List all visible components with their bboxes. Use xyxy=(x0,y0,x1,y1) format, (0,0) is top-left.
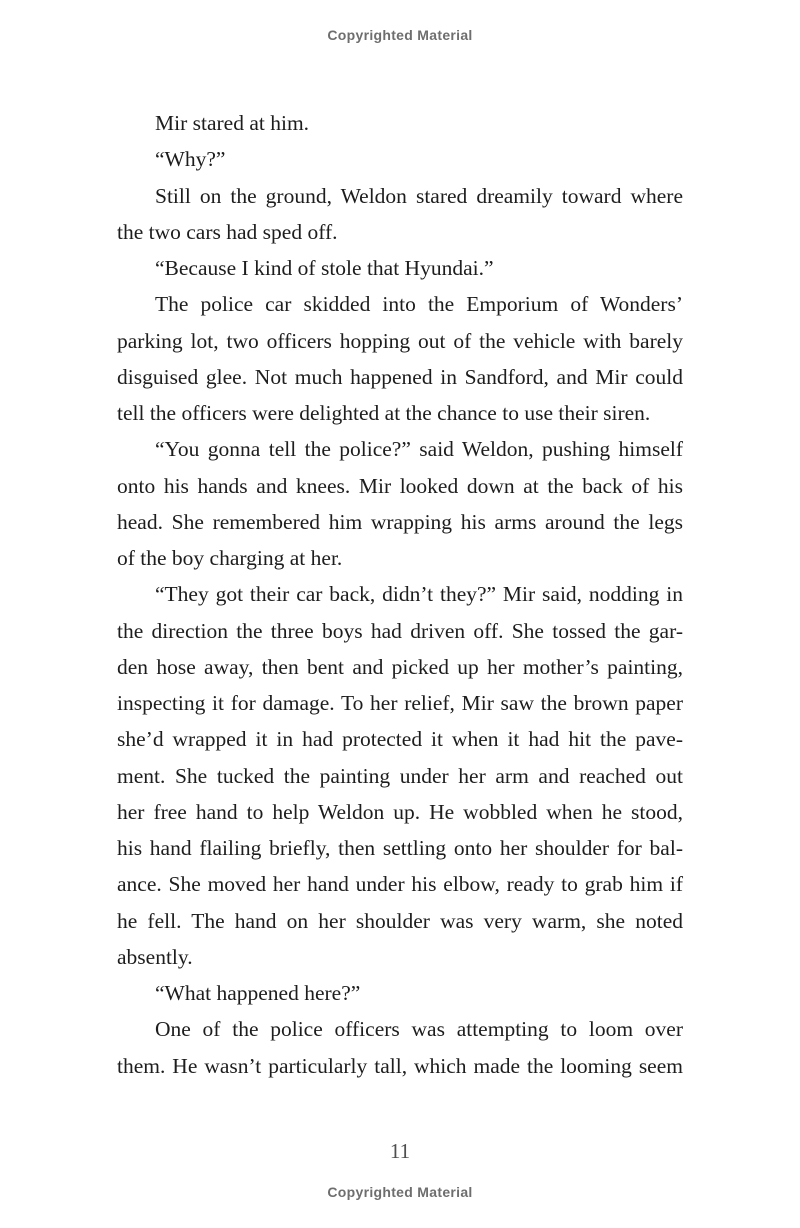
text-line: her free hand to help Weldon up. He wobbled when he stood, xyxy=(117,799,683,824)
text-line: his hand flailing briefly, then settling onto her shoulder for bal- xyxy=(117,836,683,860)
text-line: “You gonna tell the police?” said Weldon, pushing himself xyxy=(155,437,683,462)
text-line: den hose away, then bent and picked up her mother’s painting, xyxy=(117,654,683,679)
text-line: “Because I kind of stole that Hyundai.” xyxy=(155,256,494,280)
text-line: the direction the three boys had driven off. She tossed the gar- xyxy=(117,618,683,643)
text-line: she’d wrapped it in had protected it when it had hit the pave- xyxy=(117,727,683,752)
text-line: “What happened here?” xyxy=(155,981,361,1005)
paragraph xyxy=(117,1011,683,1084)
text-line: the two cars had sped off. xyxy=(117,219,338,244)
text-line: ment. She tucked the painting under her arm and reached out xyxy=(117,763,683,788)
paragraph xyxy=(117,431,683,576)
paragraph xyxy=(117,141,683,177)
text-line: “Why?” xyxy=(155,147,226,172)
text-line: “They got their car back, didn’t they?” Mir said, nodding in xyxy=(155,582,683,607)
paragraph xyxy=(117,105,683,141)
page-number: 11 xyxy=(389,1139,411,1163)
text-line: One of the police officers was attempting to loom over xyxy=(155,1017,683,1042)
text-line: inspecting it for damage. To her relief, Mir saw the brown paper xyxy=(117,691,683,715)
text-line: The police car skidded into the Emporium of Wonders’ xyxy=(155,292,683,317)
text-line: parking lot, two officers hopping out of the vehicle with barely xyxy=(117,328,683,353)
text-line: ance. She moved her hand under his elbow, ready to grab him if xyxy=(117,872,683,897)
text-line: them. He wasn’t particularly tall, which made the looming seem xyxy=(117,1053,683,1078)
text-line: disguised glee. Not much happened in Sandford, and Mir could xyxy=(117,364,683,389)
text-line: onto his hands and knees. Mir looked down at the back of his xyxy=(117,473,683,498)
text-line: tell the officers were delighted at the chance to use their siren. xyxy=(117,401,651,425)
paragraph xyxy=(117,178,683,251)
page-text xyxy=(117,105,683,1084)
paragraph xyxy=(117,286,683,431)
text-line: Still on the ground, Weldon stared dreamily toward where xyxy=(155,183,683,208)
text-line: head. She remembered him wrapping his arms around the legs xyxy=(117,509,683,534)
copyright-notice-bottom: Copyrighted Material xyxy=(327,1184,473,1200)
paragraph xyxy=(117,250,683,286)
paragraph xyxy=(117,975,683,1011)
copyright-notice-top: Copyrighted Material xyxy=(327,27,473,43)
text-line: absently. xyxy=(117,944,193,969)
text-line: Mir stared at him. xyxy=(155,111,310,135)
paragraph xyxy=(117,576,683,975)
text-line: he fell. The hand on her shoulder was very warm, she noted xyxy=(117,908,683,933)
text-line: of the boy charging at her. xyxy=(117,546,343,570)
